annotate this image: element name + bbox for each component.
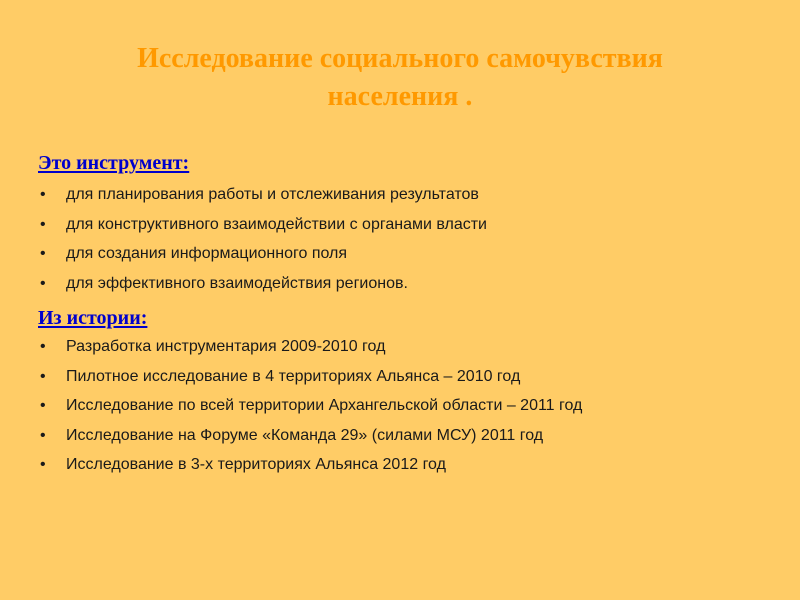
section-heading-history: Из истории: — [38, 307, 148, 329]
list-item-text: Пилотное исследование в 4 территориях Альянса – 2010 год — [66, 367, 521, 385]
list-item — [38, 455, 582, 485]
bullet-icon: • — [40, 274, 46, 292]
list-item-text: Исследование по всей территории Архангельской области – 2011 год — [66, 397, 583, 414]
bullet-icon: • — [40, 186, 46, 203]
slide-title — [60, 40, 740, 116]
list-item — [38, 274, 487, 304]
list-item-text: для планирования работы и отслеживания результатов — [66, 186, 479, 203]
list-item — [38, 337, 582, 367]
list-item — [38, 396, 582, 426]
bullet-icon: • — [40, 338, 46, 355]
slide-title-line-2: населения . — [327, 81, 473, 112]
section-heading-tool: Это инструмент: — [38, 152, 190, 174]
list-item-text: Разработка инструментария 2009-2010 год — [66, 338, 386, 355]
list-item — [38, 426, 582, 456]
list-item-text: для эффективного взаимодействия регионов. — [66, 274, 408, 292]
bullet-icon: • — [40, 397, 46, 414]
list-item — [38, 367, 582, 397]
list-item — [38, 185, 487, 215]
bullet-icon: • — [40, 215, 46, 233]
tool-purpose-list — [38, 185, 487, 303]
bullet-icon: • — [40, 367, 46, 385]
bullet-icon: • — [40, 426, 46, 444]
bullet-icon: • — [40, 245, 46, 262]
list-item — [38, 244, 487, 274]
list-item-text: Исследование на Форуме «Команда 29» (силами МСУ) 2011 год — [66, 426, 544, 444]
history-list — [38, 337, 582, 485]
slide-title-line-1: Исследование социального самочувствия — [137, 43, 663, 74]
list-item-text: для конструктивного взаимодействии с органами власти — [66, 215, 487, 233]
list-item — [38, 215, 487, 245]
list-item-text: для создания информационного поля — [66, 245, 348, 262]
bullet-icon: • — [40, 456, 46, 473]
list-item-text: Исследование в 3-х территориях Альянса 2012 год — [66, 456, 446, 473]
